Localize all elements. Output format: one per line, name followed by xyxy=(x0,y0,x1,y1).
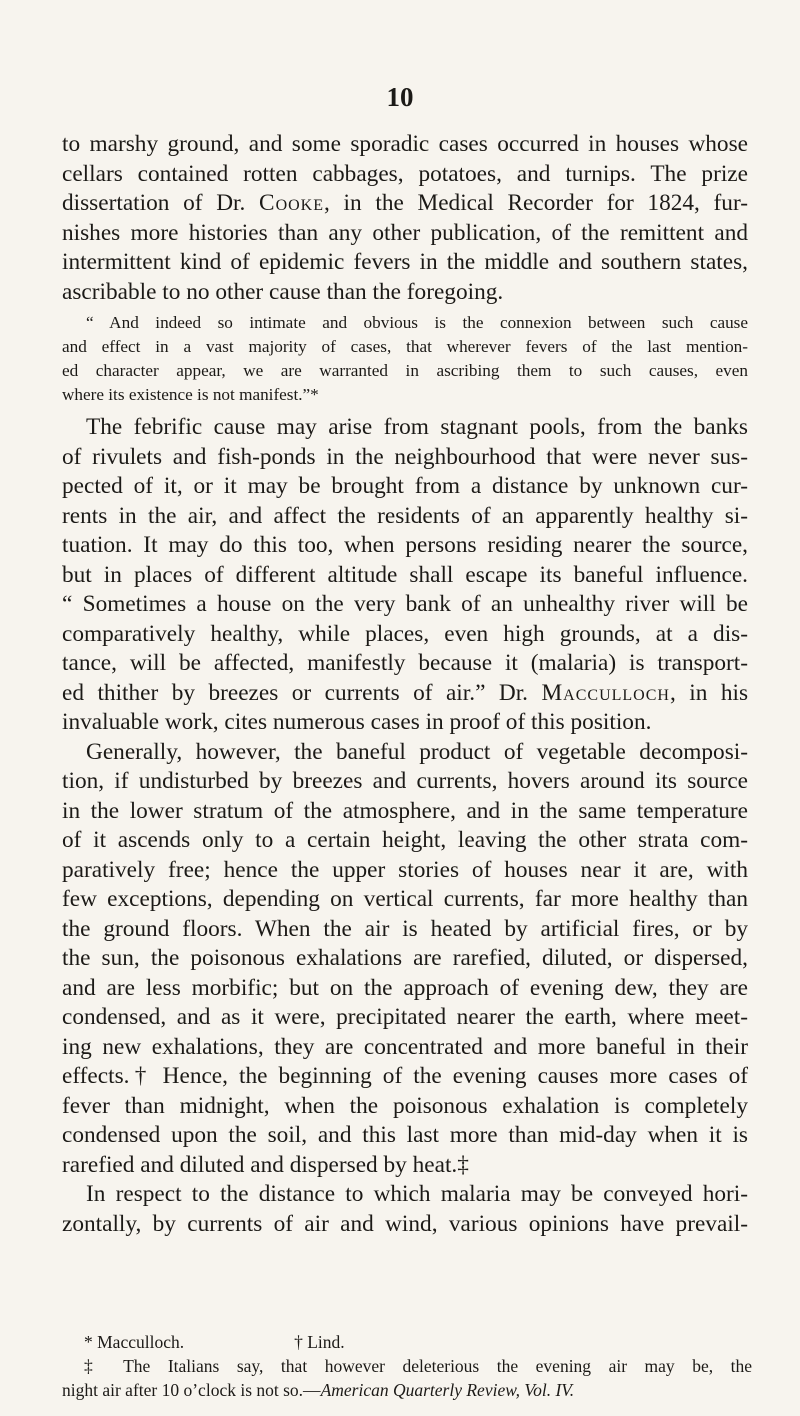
footnote-citation: American Quarterly Review, Vol. IV. xyxy=(320,1380,575,1400)
block-quote xyxy=(62,311,748,407)
text-line: ascribable to no other cause than the foregoing. xyxy=(62,278,504,305)
author-name: Macculloch xyxy=(541,679,670,706)
text-line: to marshy ground, and some sporadic cases occurred in houses whose xyxy=(62,131,748,157)
text-line: condensed upon the soil, and this last more than mid-day when it is xyxy=(62,1122,748,1148)
text-line: few exceptions, depending on vertical currents, far more healthy than xyxy=(62,886,748,912)
text-line: in the lower stratum of the atmosphere, and in the same temperature xyxy=(62,797,748,824)
text-line: intermittent kind of epidemic fevers in the middle and southern states, xyxy=(62,249,748,275)
text-line: In respect to the distance to which malaria may be conveyed hori- xyxy=(86,1181,748,1207)
text-line: zontally, by currents of air and wind, various opinions have prevail- xyxy=(62,1210,748,1237)
text-fragment: dissertation of Dr. xyxy=(62,190,246,216)
text-line: The febrific cause may arise from stagnant pools, from the banks xyxy=(86,414,748,440)
quote-line: and effect in a vast majority of cases, that wherever fevers of the last mention- xyxy=(62,337,748,356)
footnote-line xyxy=(62,1378,752,1402)
footnotes xyxy=(62,1330,752,1402)
text-line: Generally, however, the baneful product of vegetable decomposi- xyxy=(86,738,748,765)
text-line: rents in the air, and affect the residents of an apparently healthy si- xyxy=(62,502,748,529)
text-line: paratively free; hence the upper stories of houses near it are, with xyxy=(62,856,748,883)
text-line: fever than midnight, when the poisonous exhalation is completely xyxy=(62,1092,748,1119)
footnote-lind: † Lind. xyxy=(294,1332,345,1352)
quote-line: where its existence is not manifest.”* xyxy=(62,385,319,404)
footnote-italians: ‡ The Italians say, that however deleterious the evening air may be, the xyxy=(84,1356,752,1376)
text-line: rarefied and diluted and dispersed by heat.‡ xyxy=(62,1151,469,1178)
text-line: effects.† Hence, the beginning of the evening causes more cases of xyxy=(62,1063,748,1089)
quote-line: ed character appear, we are warranted in ascribing them to such causes, even xyxy=(62,361,748,380)
footnote-macculloch: * Macculloch. xyxy=(84,1332,185,1352)
text-line: “ Sometimes a house on the very bank of an unhealthy river will be xyxy=(62,591,748,617)
text-line: condensed, and as it were, precipitated nearer the earth, where meet- xyxy=(62,1004,748,1030)
footnote-line xyxy=(62,1330,752,1354)
body-text xyxy=(62,130,748,1239)
text-line: but in places of different altitude shall escape its baneful influence. xyxy=(62,561,748,588)
quote-line: “ And indeed so intimate and obvious is the connexion between such cause xyxy=(86,313,748,332)
text-fragment: ed thither by breezes or currents of air.” Dr. xyxy=(62,679,528,706)
text-line: invaluable work, cites numerous cases in proof of this position. xyxy=(62,709,652,735)
text-line: pected of it, or it may be brought from a distance by unknown cur- xyxy=(62,473,748,499)
page-number: 10 xyxy=(386,82,414,112)
text-line: the ground floors. When the air is heated by artificial fires, or by xyxy=(62,915,748,942)
text-line xyxy=(62,679,748,709)
text-line: the sun, the poisonous exhalations are rarefied, diluted, or dispersed, xyxy=(62,945,748,971)
text-line: of it ascends only to a certain height, leaving the other strata com- xyxy=(62,827,748,853)
text-line: tance, will be affected, manifestly because it (malaria) is transport- xyxy=(62,650,748,676)
author-name: Cooke xyxy=(259,190,325,216)
text-fragment: , in the Medical Recorder for 1824, fur- xyxy=(324,190,749,216)
text-line: comparatively healthy, while places, even high grounds, at a dis- xyxy=(62,620,748,647)
text-line: of rivulets and fish-ponds in the neighbourhood that were never sus- xyxy=(62,443,748,470)
text-line: and are less morbific; but on the approach of evening dew, they are xyxy=(62,974,748,1001)
footnote-text: night air after 10 o’clock is not so.— xyxy=(62,1380,321,1400)
text-line: tuation. It may do this too, when persons residing nearer the source, xyxy=(62,532,748,558)
text-line: tion, if undisturbed by breezes and currents, hovers around its source xyxy=(62,768,748,794)
text-line: ing new exhalations, they are concentrated and more baneful in their xyxy=(62,1033,748,1060)
text-line: cellars contained rotten cabbages, potatoes, and turnips. The prize xyxy=(62,160,748,187)
text-line xyxy=(62,189,748,219)
text-line: nishes more histories than any other publication, of the remittent and xyxy=(62,219,748,246)
text-fragment: , in his xyxy=(669,679,749,706)
